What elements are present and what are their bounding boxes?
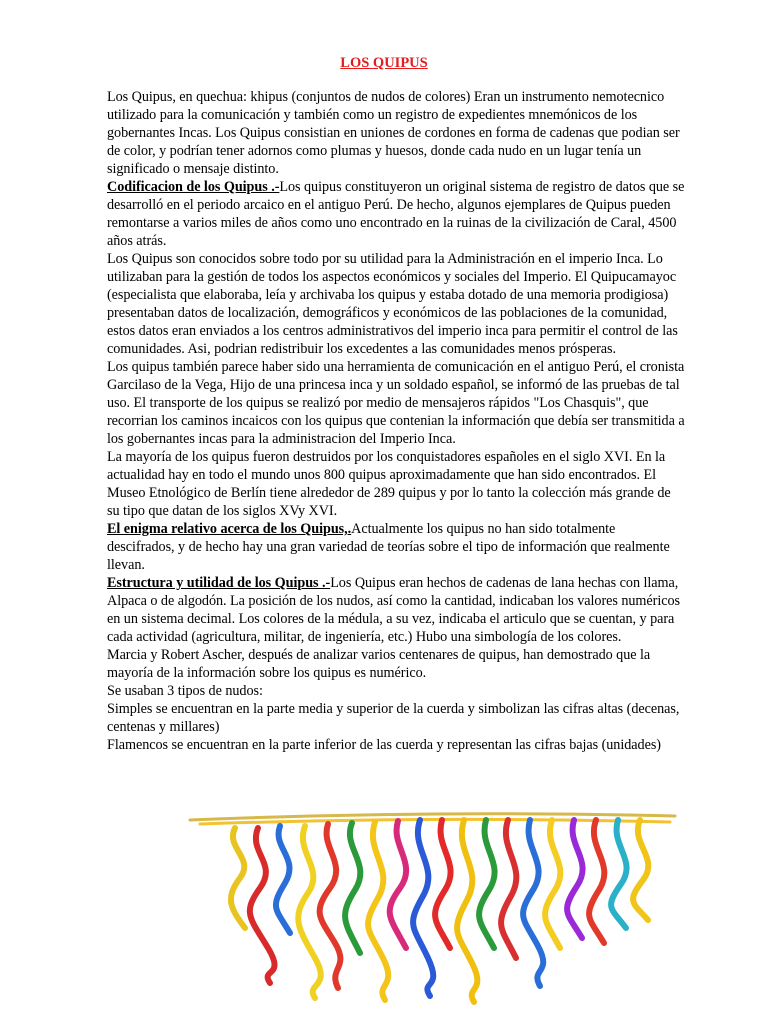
paragraph-codificacion: Codificacion de los Quipus .-Los quipus constituyeron un original sistema de registro de datos que se desarrolló en el periodo arcaico en el antiguo Perú. De hecho, algunos ejemplares de Quipus pueden remontarse a varios miles de años como uno encontrado en la ruinas de la civilización de Caral, 4500 años atrás. <box>107 179 685 249</box>
document-body <box>107 88 685 754</box>
paragraph-tipos-nudos: Se usaban 3 tipos de nudos: <box>107 683 263 699</box>
paragraph-flamencos: Flamencos se encuentran en la parte inferior de las cuerda y representan las cifras bajas (unidades) <box>107 737 661 753</box>
paragraph-destruccion: La mayoría de los quipus fueron destruidos por los conquistadores españoles en el siglo XVI. En la actualidad hay en todo el mundo unos 800 quipus aproximadamente que han sido encontrados. El Museo Etnológico de Berlín tiene alrededor de 289 quipus y por lo tanto la colección más grande de su tipo que datan de los siglos XVy XVI. <box>107 449 671 519</box>
paragraph-comunicacion: Los quipus también parece haber sido una herramienta de comunicación en el antiguo Perú, el cronista Garcilaso de la Vega, Hijo de una princesa inca y un soldado español, se informó de las pruebas de tal uso. El transporte de los quipus se realizó por medio de mensajeros rápidos "Los Chasquis", que recorrian los caminos incaicos con los quipus que contenian la información que debía ser transmitida a los gobernantes incas para la administracion del Imperio Inca. <box>107 359 685 447</box>
section-heading: El enigma relativo acerca de los Quipus,. <box>107 521 352 537</box>
paragraph-ascher: Marcia y Robert Ascher, después de analizar varios centenares de quipus, han demostrado que la mayoría de la información sobre los quipus es numérico. <box>107 647 651 681</box>
page-title: LOS QUIPUS <box>340 55 428 71</box>
quipu-streamers-illustration <box>180 808 680 1008</box>
paragraph-simples: Simples se encuentran en la parte media y superior de la cuerda y simbolizan las cifras altas (decenas, centenas y millares) <box>107 701 680 735</box>
paragraph-estructura: Estructura y utilidad de los Quipus .-Los Quipus eran hechos de cadenas de lana hechas con llama, Alpaca o de algodón. La posición de los nudos, así como la cantidad, indicaban los valores numéricos en un sistema decimal. Los colores de la médula, a su vez, indicaba el articulo que se cuentan, y para cada actividad (agricultura, militar, de ingeniería, etc.) Hubo una simbología de los colores. <box>107 575 680 645</box>
paragraph-enigma: El enigma relativo acerca de los Quipus,.Actualmente los quipus no han sido totalmente descifrados, y de hecho hay una gran variedad de teorías sobre el tipo de información que realmente llevan. <box>107 521 670 573</box>
paragraph-intro: Los Quipus, en quechua: khipus (conjuntos de nudos de colores) Eran un instrumento nemotecnico utilizado para la comunicación y también como un registro de expedientes mnemónicos de los gobernantes Incas. Los Quipus consistian en uniones de cordones en forma de cadenas que podian ser de color, y podrían tener adornos como plumas y huesos, donde cada nudo en un lugar tenía un significado o mensaje distinto. <box>107 89 680 177</box>
paragraph-administracion: Los Quipus son conocidos sobre todo por su utilidad para la Administración en el imperio Inca. Lo utilizaban para la gestión de todos los aspectos económicos y sociales del Imperio. El Quipucamayoc (especialista que elaboraba, leía y archivaba los quipus y estaba dotado de una memoria prodigiosa) presentaban datos de localización, demográficos y económicos de las poblaciones de la comunidad, estos datos eran enviados a los centros administrativos del imperio inca para permitir el control de las comunidades. Asi, podrian redistribuir los excedentes a las comunidades menos prósperas. <box>107 251 678 357</box>
section-heading: Estructura y utilidad de los Quipus .- <box>107 575 331 591</box>
section-heading: Codificacion de los Quipus .- <box>107 179 280 195</box>
